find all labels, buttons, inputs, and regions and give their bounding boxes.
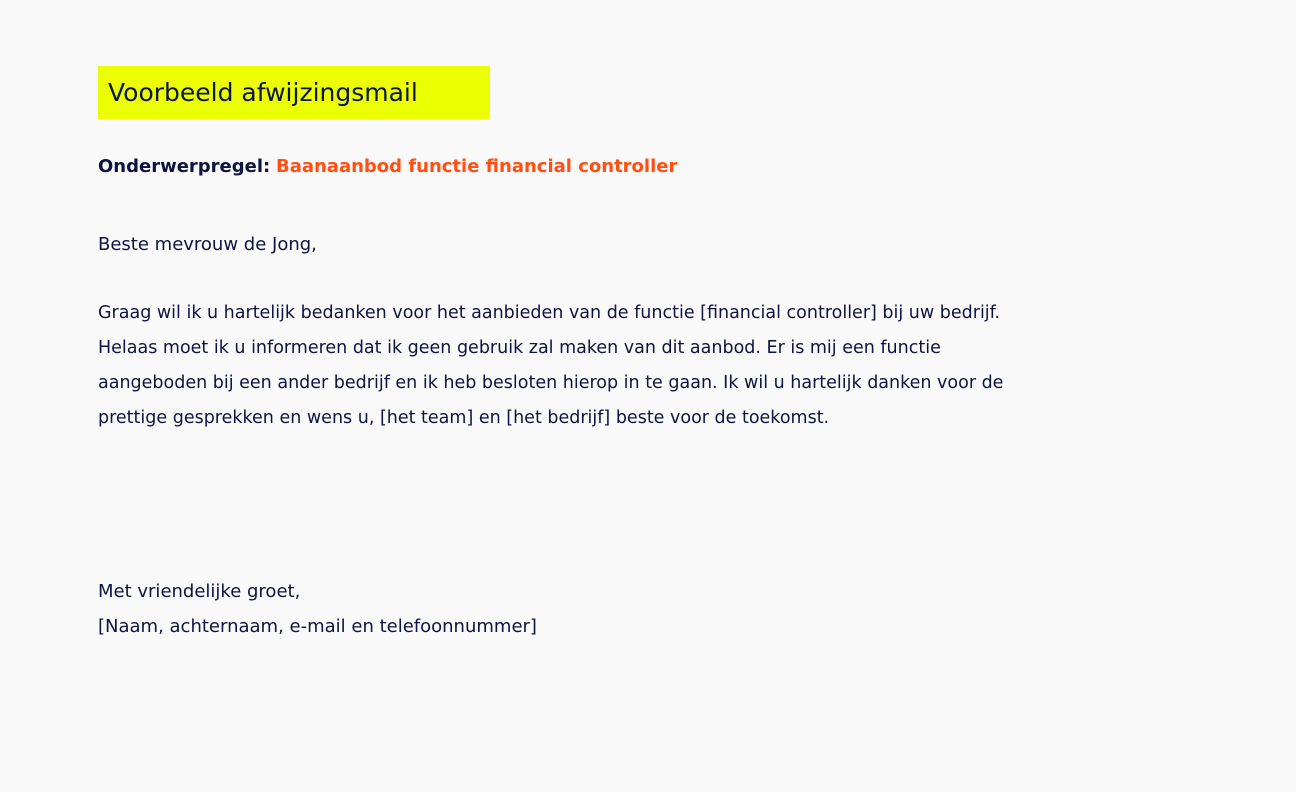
body-line: prettige gesprekken en wens u, [het team] en [het bedrijf] beste voor de toekomst. <box>98 408 830 428</box>
body-line: Helaas moet ik u informeren dat ik geen gebruik zal maken van dit aanbod. Er is mij een functie <box>98 338 941 358</box>
closing-signature: [Naam, achternaam, e-mail en telefoonnummer] <box>98 616 537 637</box>
subject-value: Baanaanbod functie financial controller <box>275 156 678 177</box>
closing-salutation: Met vriendelijke groet, <box>98 581 301 602</box>
subject-label: Onderwerpregel: <box>98 156 271 177</box>
body-line: Graag wil ik u hartelijk bedanken voor het aanbieden van de functie [financial controller] bij uw bedrijf. <box>98 303 1001 323</box>
document-title: Voorbeeld afwijzingsmail <box>108 78 418 107</box>
title-highlight <box>98 66 490 119</box>
greeting: Beste mevrouw de Jong, <box>98 234 317 255</box>
body-paragraph <box>98 296 1178 436</box>
closing <box>98 574 537 644</box>
subject-line <box>98 156 677 178</box>
body-line: aangeboden bij een ander bedrijf en ik heb besloten hierop in te gaan. Ik wil u hartelijk danken voor de <box>98 373 1004 393</box>
